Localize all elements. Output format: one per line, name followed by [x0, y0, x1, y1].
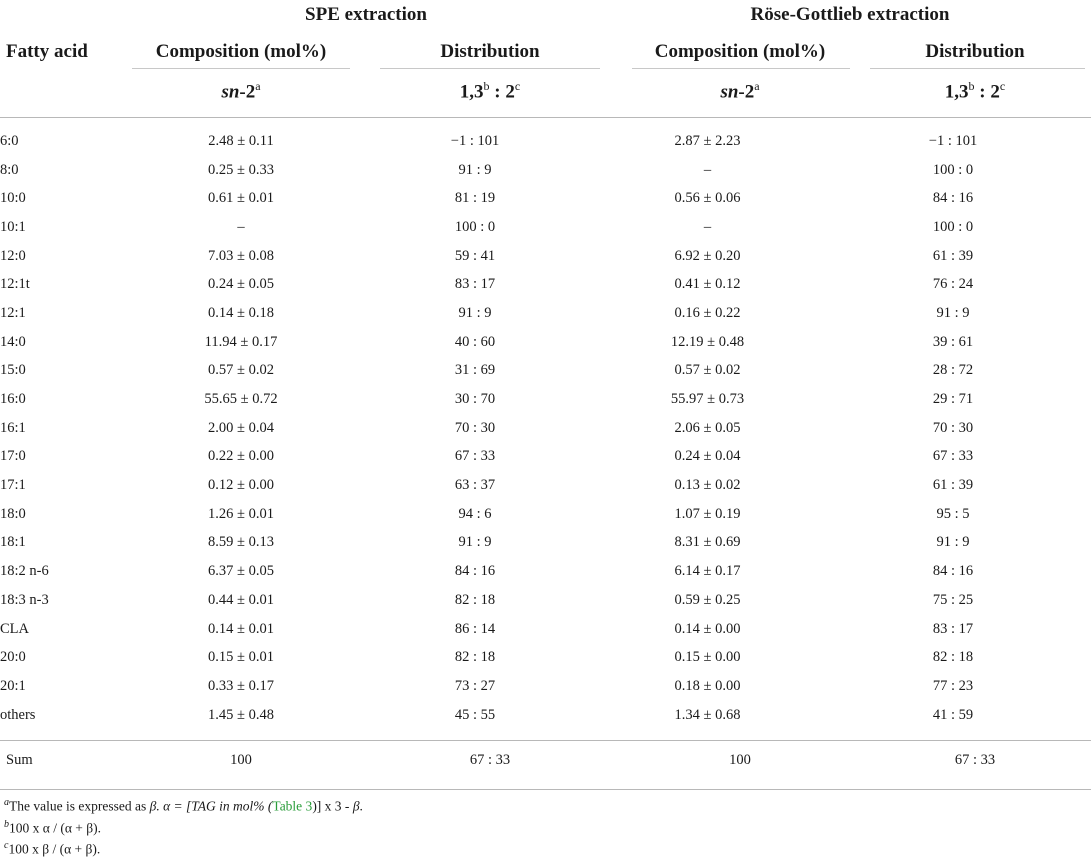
fatty-acid-cell: 20:0 [0, 649, 26, 666]
subheader-spe-dist: 1,3$^b$ : 2$^c$ [459, 79, 521, 103]
col-header-spe-distribution: Distribution [440, 41, 540, 62]
rg-distribution-cell: 91 : 9 [936, 534, 970, 551]
fatty-acid-cell: 16:0 [0, 391, 26, 408]
spe-distribution-cell: 82 : 18 [454, 591, 496, 608]
spe-distribution-cell: 73 : 27 [454, 677, 496, 694]
row-header-fatty-acid: Fatty acid [6, 41, 88, 62]
spe-composition-cell: 8.59 ± 0.13 [208, 534, 274, 551]
footnote-c: $^c$100 x β / (α + β). [4, 840, 101, 857]
fatty-acid-cell: 12:0 [0, 247, 26, 264]
sum-spe-distribution: 67 : 33 [469, 752, 511, 768]
rg-composition-cell: 12.19 ± 0.48 [670, 333, 745, 350]
spe-distribution-cell: 86 : 14 [454, 620, 496, 637]
footnote-a: $^a$The value is expressed as β. α = [TAG in mol% (Table 3)] x 3 - β. [4, 797, 363, 814]
spe-composition-cell: 55.65 ± 0.72 [204, 391, 278, 408]
rg-distribution-cell: 83 : 17 [932, 620, 974, 637]
spe-composition-cell: 0.61 ± 0.01 [208, 190, 274, 207]
spe-composition-cell: 0.12 ± 0.00 [208, 477, 274, 494]
spe-distribution-cell: 91 : 9 [458, 161, 492, 178]
fatty-acid-cell: 18:2 n-6 [0, 563, 49, 580]
sum-rg-distribution: 67 : 33 [954, 752, 996, 768]
fatty-acid-cell: 10:0 [0, 190, 26, 207]
rg-composition-cell: 0.14 ± 0.00 [674, 620, 741, 637]
spe-distribution-cell: 63 : 37 [454, 477, 496, 494]
col-header-rg-distribution: Distribution [925, 41, 1025, 62]
rg-composition-cell: 0.59 ± 0.25 [674, 591, 741, 608]
spe-composition-cell: 0.57 ± 0.02 [208, 362, 274, 379]
rg-composition-cell: 0.16 ± 0.22 [674, 304, 741, 321]
rg-composition-cell: 6.92 ± 0.20 [674, 247, 741, 264]
rg-composition-cell: 0.15 ± 0.00 [674, 649, 741, 666]
sum-separator-rule [0, 740, 1091, 741]
fatty-acid-cell: 16:1 [0, 419, 26, 436]
rg-composition-cell: 0.56 ± 0.06 [674, 190, 741, 207]
col-header-rg-composition: Composition (mol%) [654, 41, 826, 62]
subheader-rg-dist: 1,3$^b$ : 2$^c$ [944, 79, 1006, 103]
spe-distribution-cell: 94 : 6 [458, 505, 492, 522]
spe-composition-cell: 6.37 ± 0.05 [208, 563, 274, 580]
fatty-acid-cell: 10:1 [0, 218, 26, 235]
spe-distribution-cell: 82 : 18 [454, 649, 496, 666]
rule-rg-distribution [870, 68, 1085, 69]
spe-distribution-cell: 84 : 16 [454, 563, 496, 580]
rg-distribution-cell: 95 : 5 [936, 505, 970, 522]
rg-distribution-cell: 84 : 16 [932, 563, 974, 580]
subheader-rg-sn2: sn-2$^a$ [720, 79, 760, 103]
rg-distribution-cell: 91 : 9 [936, 304, 970, 321]
fatty-acid-cell: others [0, 706, 36, 723]
footer-rule [0, 789, 1091, 790]
spe-distribution-cell: 45 : 55 [454, 706, 496, 723]
rg-distribution-cell: −1 : 101 [928, 132, 978, 149]
rg-distribution-cell: 70 : 30 [932, 419, 974, 436]
rg-distribution-cell: 29 : 71 [932, 391, 974, 408]
rg-distribution-cell: 28 : 72 [932, 362, 974, 379]
rg-composition-cell: 1.07 ± 0.19 [674, 505, 741, 522]
rule-spe-composition [132, 68, 350, 69]
table-row [0, 443, 1091, 472]
rg-distribution-cell: 61 : 39 [932, 247, 974, 264]
rg-composition-cell: 2.06 ± 0.05 [674, 419, 741, 436]
spe-distribution-cell: 40 : 60 [454, 333, 496, 350]
table-row [0, 672, 1091, 701]
table-row [0, 127, 1091, 156]
spe-distribution-cell: 91 : 9 [458, 304, 492, 321]
table-row [0, 156, 1091, 185]
spe-distribution-cell: 31 : 69 [454, 362, 496, 379]
rule-rg-composition [632, 68, 850, 69]
header-bottom-rule [0, 117, 1091, 118]
spe-composition-cell: 2.00 ± 0.04 [208, 419, 274, 436]
spe-distribution-cell: 100 : 0 [454, 218, 496, 235]
col-header-spe-composition: Composition (mol%) [155, 41, 327, 62]
spe-distribution-cell: 91 : 9 [458, 534, 492, 551]
table-row [0, 270, 1091, 299]
rg-distribution-cell: 100 : 0 [932, 218, 974, 235]
rg-distribution-cell: 76 : 24 [932, 276, 974, 293]
rg-composition-cell: – [703, 218, 712, 235]
rg-composition-cell: 0.41 ± 0.12 [674, 276, 741, 293]
table-row [0, 213, 1091, 242]
table-row [0, 643, 1091, 672]
spe-composition-cell: 11.94 ± 0.17 [204, 333, 278, 350]
rg-distribution-cell: 77 : 23 [932, 677, 974, 694]
table-row [0, 414, 1091, 443]
table-row [0, 557, 1091, 586]
fatty-acid-table [0, 127, 1091, 729]
rg-distribution-cell: 61 : 39 [932, 477, 974, 494]
table-row [0, 357, 1091, 386]
fatty-acid-cell: 18:3 n-3 [0, 591, 49, 608]
spe-distribution-cell: 83 : 17 [454, 276, 496, 293]
subheader-spe-sn2: sn-2$^a$ [221, 79, 261, 103]
rule-spe-distribution [380, 68, 600, 69]
table-row [0, 529, 1091, 558]
rg-composition-cell: 1.34 ± 0.68 [674, 706, 741, 723]
spe-distribution-cell: 59 : 41 [454, 247, 496, 264]
spe-composition-cell: 0.15 ± 0.01 [208, 649, 274, 666]
rg-distribution-cell: 84 : 16 [932, 190, 974, 207]
table-row [0, 328, 1091, 357]
rg-distribution-cell: 67 : 33 [932, 448, 974, 465]
fatty-acid-cell: 18:1 [0, 534, 26, 551]
rg-composition-cell: 2.87 ± 2.23 [674, 132, 741, 149]
footnote-b: $^b$100 x α / (α + β). [4, 819, 101, 836]
fatty-acid-cell: CLA [0, 620, 29, 637]
spe-distribution-cell: 30 : 70 [454, 391, 496, 408]
rg-distribution-cell: 41 : 59 [932, 706, 974, 723]
spe-composition-cell: 0.14 ± 0.18 [208, 304, 274, 321]
fatty-acid-cell: 17:0 [0, 448, 26, 465]
fatty-acid-cell: 12:1 [0, 304, 26, 321]
spe-distribution-cell: 81 : 19 [454, 190, 496, 207]
group-header-rose-gottlieb: Röse-Gottlieb extraction [750, 4, 950, 25]
spe-composition-cell: 1.26 ± 0.01 [208, 505, 274, 522]
sum-spe-composition: 100 [230, 752, 252, 768]
spe-composition-cell: 1.45 ± 0.48 [208, 706, 274, 723]
spe-distribution-cell: 67 : 33 [454, 448, 496, 465]
fatty-acid-cell: 6:0 [0, 132, 19, 149]
fatty-acid-cell: 20:1 [0, 677, 26, 694]
spe-distribution-cell: 70 : 30 [454, 419, 496, 436]
rg-composition-cell: 8.31 ± 0.69 [674, 534, 741, 551]
table-row [0, 385, 1091, 414]
rg-composition-cell: 0.24 ± 0.04 [674, 448, 741, 465]
group-header-spe: SPE extraction [305, 4, 427, 25]
rg-distribution-cell: 39 : 61 [932, 333, 974, 350]
spe-composition-cell: 0.25 ± 0.33 [208, 161, 274, 178]
rg-composition-cell: 0.18 ± 0.00 [674, 677, 741, 694]
table-row [0, 242, 1091, 271]
fatty-acid-cell: 17:1 [0, 477, 26, 494]
table-row [0, 701, 1091, 730]
rg-distribution-cell: 100 : 0 [932, 161, 974, 178]
table-row [0, 184, 1091, 213]
spe-distribution-cell: −1 : 101 [450, 132, 500, 149]
fatty-acid-cell: 18:0 [0, 505, 26, 522]
table-row [0, 471, 1091, 500]
rg-composition-cell: 55.97 ± 0.73 [670, 391, 745, 408]
spe-composition-cell: 0.22 ± 0.00 [208, 448, 274, 465]
rg-distribution-cell: 82 : 18 [932, 649, 974, 666]
spe-composition-cell: 0.33 ± 0.17 [208, 677, 274, 694]
table-3-link[interactable]: Table 3 [272, 798, 313, 814]
rg-composition-cell: 0.13 ± 0.02 [674, 477, 741, 494]
spe-composition-cell: – [237, 218, 245, 235]
table-row [0, 299, 1091, 328]
sum-rg-composition: 100 [729, 752, 751, 768]
spe-composition-cell: 0.14 ± 0.01 [208, 620, 274, 637]
rg-distribution-cell: 75 : 25 [932, 591, 974, 608]
table-row [0, 615, 1091, 644]
rg-composition-cell: – [703, 161, 712, 178]
spe-composition-cell: 0.44 ± 0.01 [208, 591, 274, 608]
fatty-acid-cell: 15:0 [0, 362, 26, 379]
table-row [0, 586, 1091, 615]
spe-composition-cell: 2.48 ± 0.11 [208, 132, 274, 149]
fatty-acid-cell: 14:0 [0, 333, 26, 350]
fatty-acid-cell: 12:1t [0, 276, 30, 293]
spe-composition-cell: 0.24 ± 0.05 [208, 276, 274, 293]
sum-label: Sum [6, 752, 33, 768]
rg-composition-cell: 0.57 ± 0.02 [674, 362, 741, 379]
rg-composition-cell: 6.14 ± 0.17 [674, 563, 741, 580]
table-row [0, 500, 1091, 529]
spe-composition-cell: 7.03 ± 0.08 [208, 247, 274, 264]
fatty-acid-cell: 8:0 [0, 161, 19, 178]
